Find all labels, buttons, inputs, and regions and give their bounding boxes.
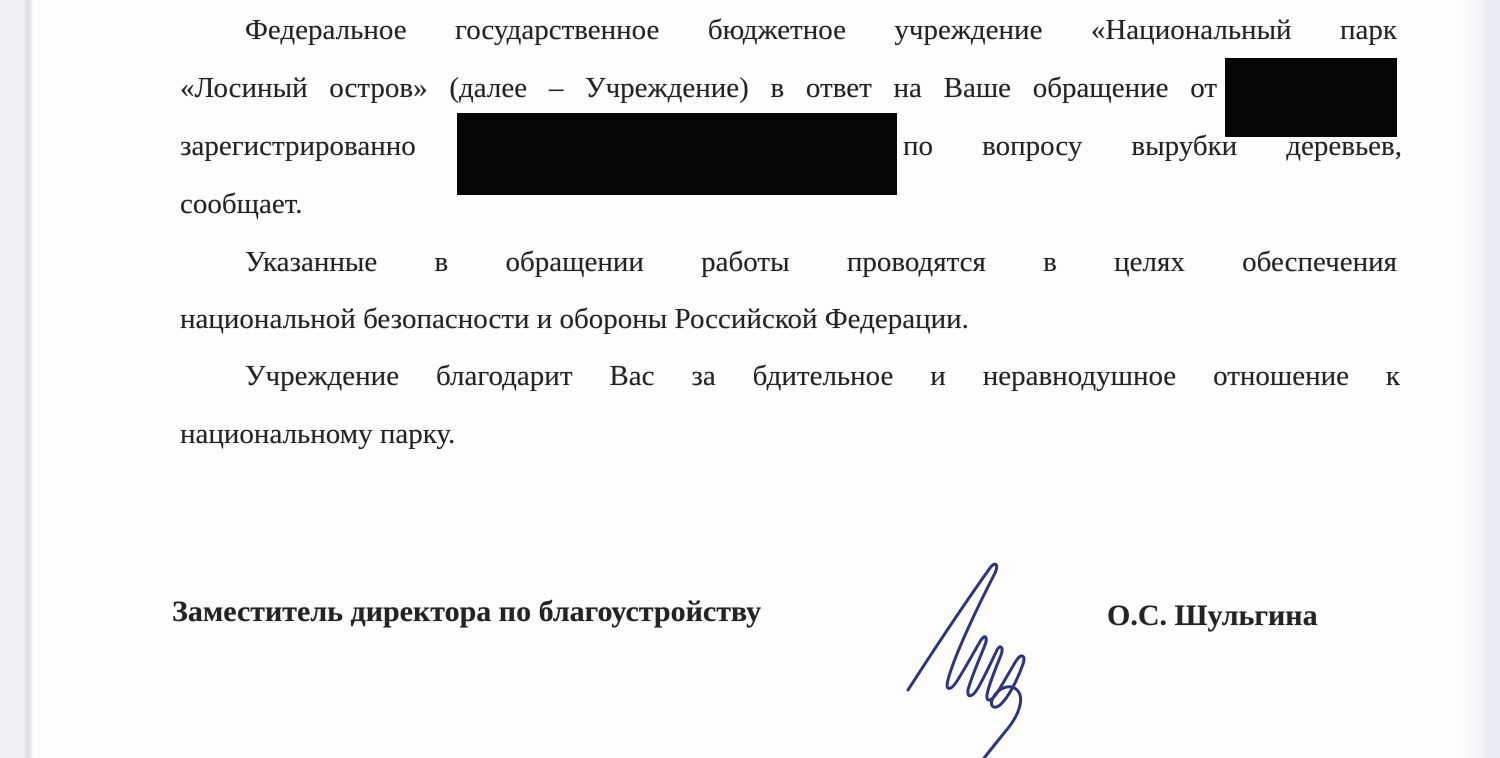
signature-stroke xyxy=(908,564,1024,758)
body-line-national-park: национальному парку. xyxy=(180,418,456,450)
body-line-national-security: национальной безопасности и обороны Российской Федерации. xyxy=(180,303,969,335)
body-line-gratitude: Учреждение благодарит Вас за бдительное и неравнодушное отношение к xyxy=(245,360,1400,392)
body-line-works-purpose: Указанные в обращении работы проводятся в целях обеспечения xyxy=(245,246,1397,278)
handwritten-signature xyxy=(898,540,1078,758)
body-line-registered: зарегистрированно xyxy=(180,130,416,162)
signatory-title: Заместитель директора по благоустройству xyxy=(172,595,762,628)
signatory-name: О.С. Шульгина xyxy=(1107,599,1318,632)
redaction-box-1 xyxy=(1225,58,1397,137)
page-right-edge xyxy=(1458,0,1500,758)
page-left-edge xyxy=(0,0,33,758)
body-line-federal-institution: Федеральное государственное бюджетное учреждение «Национальный парк xyxy=(245,14,1397,46)
body-line-soobshchaet: сообщает. xyxy=(180,188,303,220)
body-line-tree-cutting: по вопросу вырубки деревьев, xyxy=(903,130,1402,162)
redaction-box-2 xyxy=(457,113,897,195)
body-line-losiny-ostrov: «Лосиный остров» (далее – Учреждение) в ответ на Ваше обращение от xyxy=(180,72,1217,104)
